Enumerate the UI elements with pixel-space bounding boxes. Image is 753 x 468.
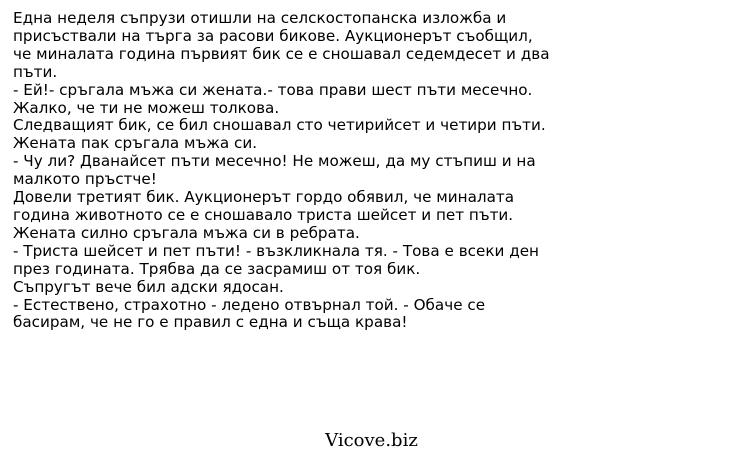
joke-line: Следващият бик, се бил сношавал сто четирийсет и четири пъти.: [13, 116, 546, 135]
joke-line: малкото пръстче!: [13, 170, 157, 189]
joke-line: че миналата година първият бик се е сношавал седемдесет и два: [13, 44, 550, 63]
joke-line: през годината. Трябва да се засрамиш от тоя бик.: [13, 259, 421, 278]
joke-line: Жената силно сръгала мъжа си в ребрата.: [13, 223, 360, 242]
joke-line: пъти.: [13, 62, 58, 81]
joke-line: Жалко, че ти не можеш толкова.: [13, 98, 280, 117]
joke-line: басирам, че не го е правил с една и съща крава!: [13, 313, 408, 332]
site-name: Vicove.biz: [325, 430, 418, 451]
joke-line: - Естествено, страхотно - ледено отвърнал той. - Обаче се: [13, 295, 486, 314]
joke-line: година животното се е сношавало триста шейсет и пет пъти.: [13, 205, 514, 224]
joke-line: - Чу ли? Дванайсет пъти месечно! Не можеш, да му стъпиш и на: [13, 152, 536, 171]
joke-line: Жената пак сръгала мъжа си.: [13, 134, 258, 153]
joke-line: Довели третият бик. Аукционерът гордо обявил, че миналата: [13, 188, 515, 207]
joke-line: Съпругът вече бил адски ядосан.: [13, 277, 284, 296]
joke-line: - Триста шейсет и пет пъти! - възкликнала тя. - Това е всеки ден: [13, 241, 539, 260]
joke-line: - Ей!- сръгала мъжа си жената.- това прави шест пъти месечно.: [13, 80, 533, 99]
joke-text: [13, 10, 743, 332]
joke-line: присъствали на търга за расови бикове. Аукционерът съобщил,: [13, 26, 533, 45]
joke-line: Една неделя съпрузи отишли на селскостопанска изложба и: [13, 9, 507, 27]
